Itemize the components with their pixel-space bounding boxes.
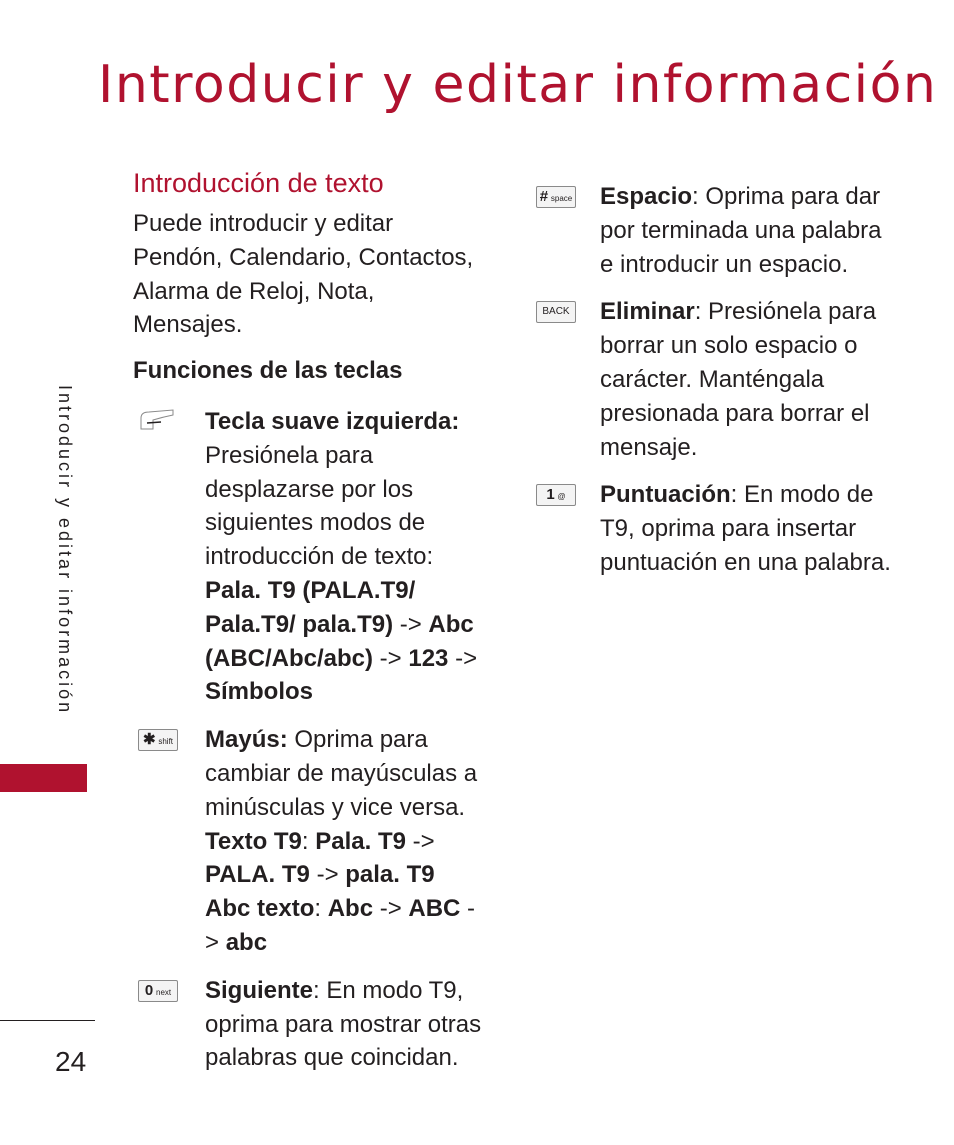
page-title: Introducir y editar información (98, 55, 938, 115)
abc-text-modes: Abc texto: Abc -> ABC -> abc (205, 895, 476, 956)
shift-key-label: Mayús: (205, 726, 288, 754)
entry-left-soft-key (133, 405, 483, 709)
mode-2: Abc (ABC/Abc/abc) (205, 610, 474, 672)
left-soft-key-desc: Presiónela para desplazarse por los siguientes modos de introducción de texto: (205, 441, 434, 571)
left-column (133, 165, 483, 1089)
entry-shift-key (133, 723, 483, 960)
left-soft-key-icon (139, 409, 175, 431)
entry-punctuation-key (536, 478, 896, 579)
right-column (536, 180, 896, 594)
page-number: 24 (55, 1046, 87, 1077)
punctuation-key-desc: : En modo de T9, oprima para insertar puntuación en una palabra. (600, 481, 891, 576)
entry-next-key (133, 974, 483, 1075)
side-tab-marker (0, 764, 87, 792)
mode-4: Símbolos (205, 678, 314, 706)
side-tab-label: Introducir y editar información (55, 385, 75, 716)
space-key-label: Espacio (600, 183, 693, 210)
one-punctuation-key-icon: 1 @ (536, 484, 576, 506)
mode-1: Pala. T9 (PALA.T9/ Pala.T9/ pala.T9) (205, 576, 416, 638)
hash-space-key-icon: # space (536, 186, 576, 208)
next-key-desc: : En modo T9, oprima para mostrar otras palabras que coincidan. (205, 976, 482, 1072)
punctuation-key-label: Puntuación (600, 481, 731, 509)
space-key-desc: : Oprima para dar por terminada una palabra e introducir un espacio. (600, 183, 882, 278)
entry-space-key (536, 180, 896, 281)
mode-3: 123 (408, 644, 449, 672)
mode-1-arrow: -> (393, 610, 429, 638)
shift-key-desc: Oprima para cambiar de mayúsculas a minúsculas y vice versa. (205, 726, 478, 821)
subheading-key-functions: Funciones de las teclas (133, 357, 403, 385)
left-soft-key-label: Tecla suave izquierda: (205, 407, 460, 435)
section-intro: Puede introducir y editar Pendón, Calendario, Contactos, Alarma de Reloj, Nota, Mensajes. (133, 210, 474, 339)
back-key-icon: BACK (536, 301, 576, 323)
back-key-label: Eliminar (600, 298, 695, 326)
section-heading: Introducción de texto (133, 168, 384, 198)
entry-back-key (536, 295, 896, 464)
mode-3-arrow: -> (448, 644, 478, 672)
zero-next-key-icon: 0 next (138, 980, 178, 1002)
shift-key-icon: ✱ shift (138, 729, 178, 751)
next-key-label: Siguiente (205, 976, 314, 1004)
t9-text-modes: Texto T9: Pala. T9 -> PALA. T9 -> pala. T9 (205, 827, 435, 889)
mode-2-arrow: -> (373, 644, 409, 672)
back-key-desc: : Presiónela para borrar un solo espacio o carácter. Manténgala presionada para borrar el mensaje. (600, 298, 877, 461)
footer-rule (0, 1020, 95, 1021)
